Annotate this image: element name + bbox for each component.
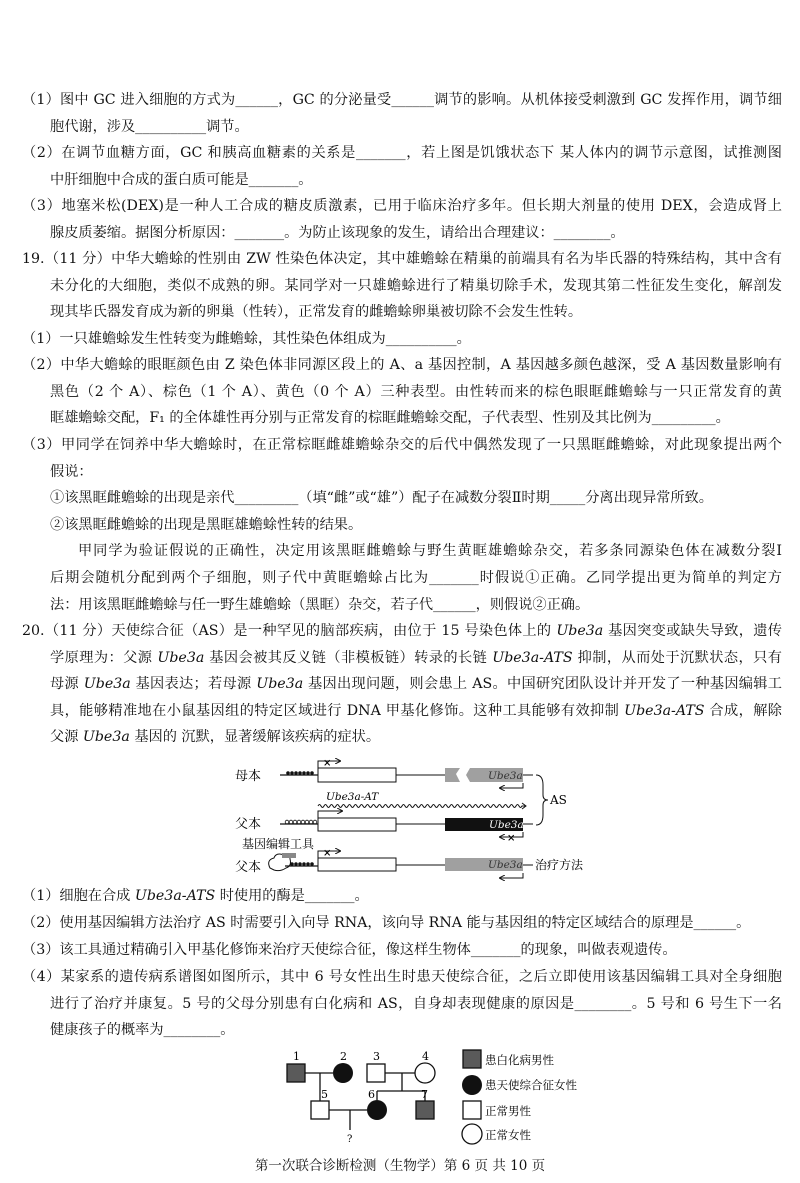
q20-part3	[22, 937, 782, 964]
father-label-treated: 父本	[235, 860, 262, 875]
text-line	[22, 910, 782, 937]
q20-stem	[22, 618, 782, 751]
q18-part3	[22, 193, 782, 246]
methylation-dots-treated	[290, 862, 314, 866]
text-segment: 学原理为：父源	[50, 649, 158, 666]
text-line	[22, 87, 782, 114]
text-line	[22, 1017, 782, 1044]
text-segment: 健康孩子的概率为________。	[50, 1022, 235, 1039]
text-line	[22, 485, 782, 512]
gene-name: Ube3a	[83, 676, 131, 693]
text-segment: ②该黑眶雌蟾蜍的出现是黑眶雄蟾蜍性转的结果。	[50, 516, 363, 533]
svg-text:×: ×	[323, 758, 332, 769]
svg-text:×: ×	[323, 848, 332, 859]
text-line	[22, 140, 782, 167]
gene-name: Ube3a-ATS	[624, 702, 705, 719]
gene-name: Ube3a-ATS	[134, 888, 216, 904]
text-segment: 中肝细胞中合成的蛋白质可能是_______。	[50, 171, 313, 188]
q18-part1	[22, 87, 782, 140]
text-line	[22, 645, 782, 672]
methylation-dots-mother	[286, 771, 314, 775]
member-label: 7	[421, 1088, 428, 1101]
pedigree-legend	[462, 1050, 577, 1144]
gene-name: Ube3a	[256, 676, 304, 693]
member-6-as-female	[367, 1100, 387, 1120]
text-line	[22, 405, 782, 432]
text-line	[22, 193, 782, 220]
ube3a-label-mother: Ube3a	[488, 770, 523, 782]
q19-stem	[22, 246, 782, 326]
q20-part4	[22, 964, 782, 1044]
page-footer: 第一次联合诊断检测（生物学）第 6 页 共 10 页	[254, 1158, 546, 1174]
ube3a-label-treated: Ube3a	[488, 859, 523, 871]
member-label: 5	[321, 1088, 328, 1101]
member-label: 3	[373, 1050, 380, 1063]
text-line	[22, 167, 782, 194]
text-line	[22, 299, 782, 326]
text-line	[22, 698, 782, 725]
text-segment: 时使用的酶是_______。	[215, 888, 369, 904]
legend-label: 患天使综合征女性	[485, 1078, 577, 1092]
text-line	[22, 991, 782, 1018]
text-segment: ①该黑眶雌蟾蜍的出现是亲代_________（填“雌”或“雄”）配子在减数分裂Ⅱ时期_____分离出现异常所致。	[50, 490, 713, 507]
text-line	[22, 220, 782, 247]
text-line	[22, 379, 782, 406]
text-line	[22, 964, 782, 991]
unmethylated-circles-father	[285, 820, 317, 824]
text-segment: （3）地塞米松(DEX)是一种人工合成的糖皮质激素，已用于临床治疗多年。但长期大剂量的使用 DEX，会造成肾上	[22, 198, 782, 214]
text-segment: （1）细胞在合成	[22, 888, 135, 904]
text-segment: 甲同学为验证假说的正确性，决定用该黑眶雌蟾蜍与野生黄眶雄蟾蜍杂交，若多条同源染色体在减数分裂Ⅰ	[78, 543, 782, 560]
member-7-albinism-male	[416, 1101, 434, 1119]
ube3a-label-father: Ube3a	[489, 819, 524, 831]
member-2-as-female	[333, 1063, 353, 1083]
unknown-offspring: ?	[347, 1134, 353, 1145]
q18-part2	[22, 140, 782, 193]
text-segment: 基因会被其反义链（非模板链）转录的长链	[204, 649, 493, 666]
text-segment: 基因表达；若母源	[130, 676, 257, 693]
text-segment: 19.（11 分）中华大蟾蜍的性别由 ZW 性染色体决定，其中雄蟾蜍在精巢的前端具有名为毕氏器的特殊结构，其中含有	[22, 251, 782, 267]
text-line	[22, 538, 782, 565]
member-5-normal-male	[311, 1101, 329, 1119]
text-line	[22, 459, 782, 486]
text-line	[22, 937, 782, 964]
member-4-normal-female	[415, 1063, 435, 1083]
text-line	[22, 273, 782, 300]
text-line	[22, 326, 782, 353]
text-segment: 20.（11 分）天使综合征（AS）是一种罕见的脑部疾病，由位于 15 号染色体上的	[22, 623, 557, 639]
svg-text:×: ×	[507, 833, 516, 844]
text-segment: 基因突变或缺失导致，遗传	[603, 623, 782, 639]
text-segment: 现其毕氏器发育成为新的卵巢（性转），正常发育的雌蟾蜍卵巢被切除不会发生性转。	[50, 304, 583, 321]
q19-part2	[22, 352, 782, 432]
text-segment: 抑制，从而处于沉默状态，只有	[572, 649, 782, 666]
text-segment: 父源	[50, 729, 83, 746]
text-segment: （3）甲同学在饲养中华大蟾蜍时，在正常棕眶雌雄蟾蜍杂交的后代中偶然发现了一只黑眶雌蟾蜍，对此现象提出两个	[22, 437, 782, 453]
father-label: 父本	[235, 817, 262, 832]
text-segment: 胞代谢，涉及__________调节。	[50, 118, 249, 135]
text-line	[22, 671, 782, 698]
text-segment: 合成，解除	[704, 702, 782, 719]
text-segment: （2）使用基因编辑方法治疗 AS 时需要引入向导 RNA，该向导 RNA 能与基因组的特定区域结合的原理是______。	[22, 915, 751, 931]
q20-part1	[22, 883, 782, 910]
as-brace	[536, 775, 548, 825]
member-label: 4	[422, 1050, 429, 1063]
member-1-albinism-male	[287, 1064, 305, 1082]
member-3-normal-male	[367, 1064, 385, 1082]
gene-name: Ube3a	[82, 729, 130, 746]
gene-name: Ube3a-ATS	[492, 649, 573, 666]
text-segment: 假说：	[50, 463, 93, 480]
text-segment: （1）图中 GC 进入细胞的方式为______，GC 的分泌量受______调节的影响。从机体接受刺激到 GC 发挥作用，调节细	[22, 92, 782, 108]
text-segment: （3）该工具通过精确引入甲基化修饰来治疗天使综合征，像这样生物体_______的现象，叫做表观遗传。	[22, 942, 677, 958]
text-line	[22, 512, 782, 539]
gene-imprinting-diagram	[230, 758, 630, 882]
text-line	[22, 246, 782, 273]
gene-name: Ube3a	[157, 649, 205, 666]
text-segment: （2）在调节血糖方面，GC 和胰高血糖素的关系是_______，若上图是饥饿状态下 某人体内的调节示意图，试推测图	[22, 145, 782, 161]
q20-part2	[22, 910, 782, 937]
text-segment: 进行了治疗并康复。5 号的父母分别患有白化病和 AS，自身却表现健康的原因是________。5 号和 6 号生下一名	[50, 995, 782, 1012]
text-segment: 腺皮质萎缩。据图分析原因：_______。为防止该现象的发生，请给出合理建议：________。	[50, 224, 625, 241]
ube3a-ats-label: Ube3a-AT	[326, 791, 379, 803]
member-label: 1	[293, 1050, 300, 1063]
text-segment: 未分化的大细胞，类似不成熟的卵。某同学对一只雄蟾蜍进行了精巢切除手术，发现其第二性征发生变化，解剖发	[50, 277, 782, 294]
member-label: 6	[368, 1088, 375, 1101]
treatment-label: 治疗方法	[535, 858, 584, 872]
text-segment: 基因的 沉默，显著缓解该疾病的症状。	[129, 729, 381, 746]
member-label: 2	[340, 1050, 347, 1063]
text-line	[22, 114, 782, 141]
text-line	[22, 618, 782, 645]
mother-label: 母本	[235, 769, 262, 784]
text-segment: 黑色（2 个 A）、棕色（1 个 A）、黄色（0 个 A）三种表型。由性转而来的棕色眼眶雌蟾蜍与一只正常发育的黄	[50, 383, 782, 400]
text-line	[22, 565, 782, 592]
text-line	[22, 883, 782, 910]
antisense-transcript-wave	[318, 803, 526, 809]
text-line	[22, 352, 782, 379]
editing-tool-label: 基因编辑工具	[242, 837, 315, 851]
text-segment: 母源	[50, 676, 84, 693]
text-segment: （1）一只雄蟾蜍发生性转变为雌蟾蜍，其性染色体组成为__________。	[22, 331, 471, 347]
gene-name: Ube3a	[556, 623, 604, 639]
q19-part3	[22, 432, 782, 618]
promoter-box-mother	[318, 768, 396, 782]
text-segment: 法：用该黑眶雌蟾蜍与任一野生雄蟾蜍（黑眶）杂交，若子代______，则假说②正确。	[50, 596, 590, 613]
text-line	[22, 724, 782, 751]
legend-label: 正常男性	[485, 1104, 531, 1118]
text-segment: 眶雄蟾蜍交配，F₁ 的全体雄性再分别与正常发育的棕眶雌蟾蜍交配，子代表型、性别及其比例为_________。	[50, 410, 730, 427]
text-segment: （2）中华大蟾蜍的眼眶颜色由 Z 染色体非同源区段上的 A、a 基因控制，A 基因越多颜色越深，受 A 基因数量影响有	[22, 357, 782, 373]
text-segment: 具，能够精准地在小鼠基因组的特定区域进行 DNA 甲基化修饰。这种工具能够有效抑制	[50, 702, 625, 719]
text-line	[22, 432, 782, 459]
text-segment: （4）某家系的遗传病系谱图如图所示，其中 6 号女性出生时患天使综合征，之后立即使用该基因编辑工具对全身细胞	[22, 969, 782, 985]
legend-label: 患白化病男性	[485, 1053, 554, 1067]
as-label: AS	[550, 793, 567, 807]
pedigree-chart	[270, 1044, 600, 1150]
text-segment: 基因出现问题，则会患上 AS。中国研究团队设计并开发了一种基因编辑工	[303, 676, 782, 693]
text-segment: 后期会随机分配到两个子细胞，则子代中黄眶蟾蜍占比为_______时假说①正确。乙同学提出更为简单的判定方	[50, 569, 782, 586]
q19-part1	[22, 326, 782, 353]
text-line	[22, 592, 782, 619]
legend-label: 正常女性	[485, 1128, 531, 1142]
